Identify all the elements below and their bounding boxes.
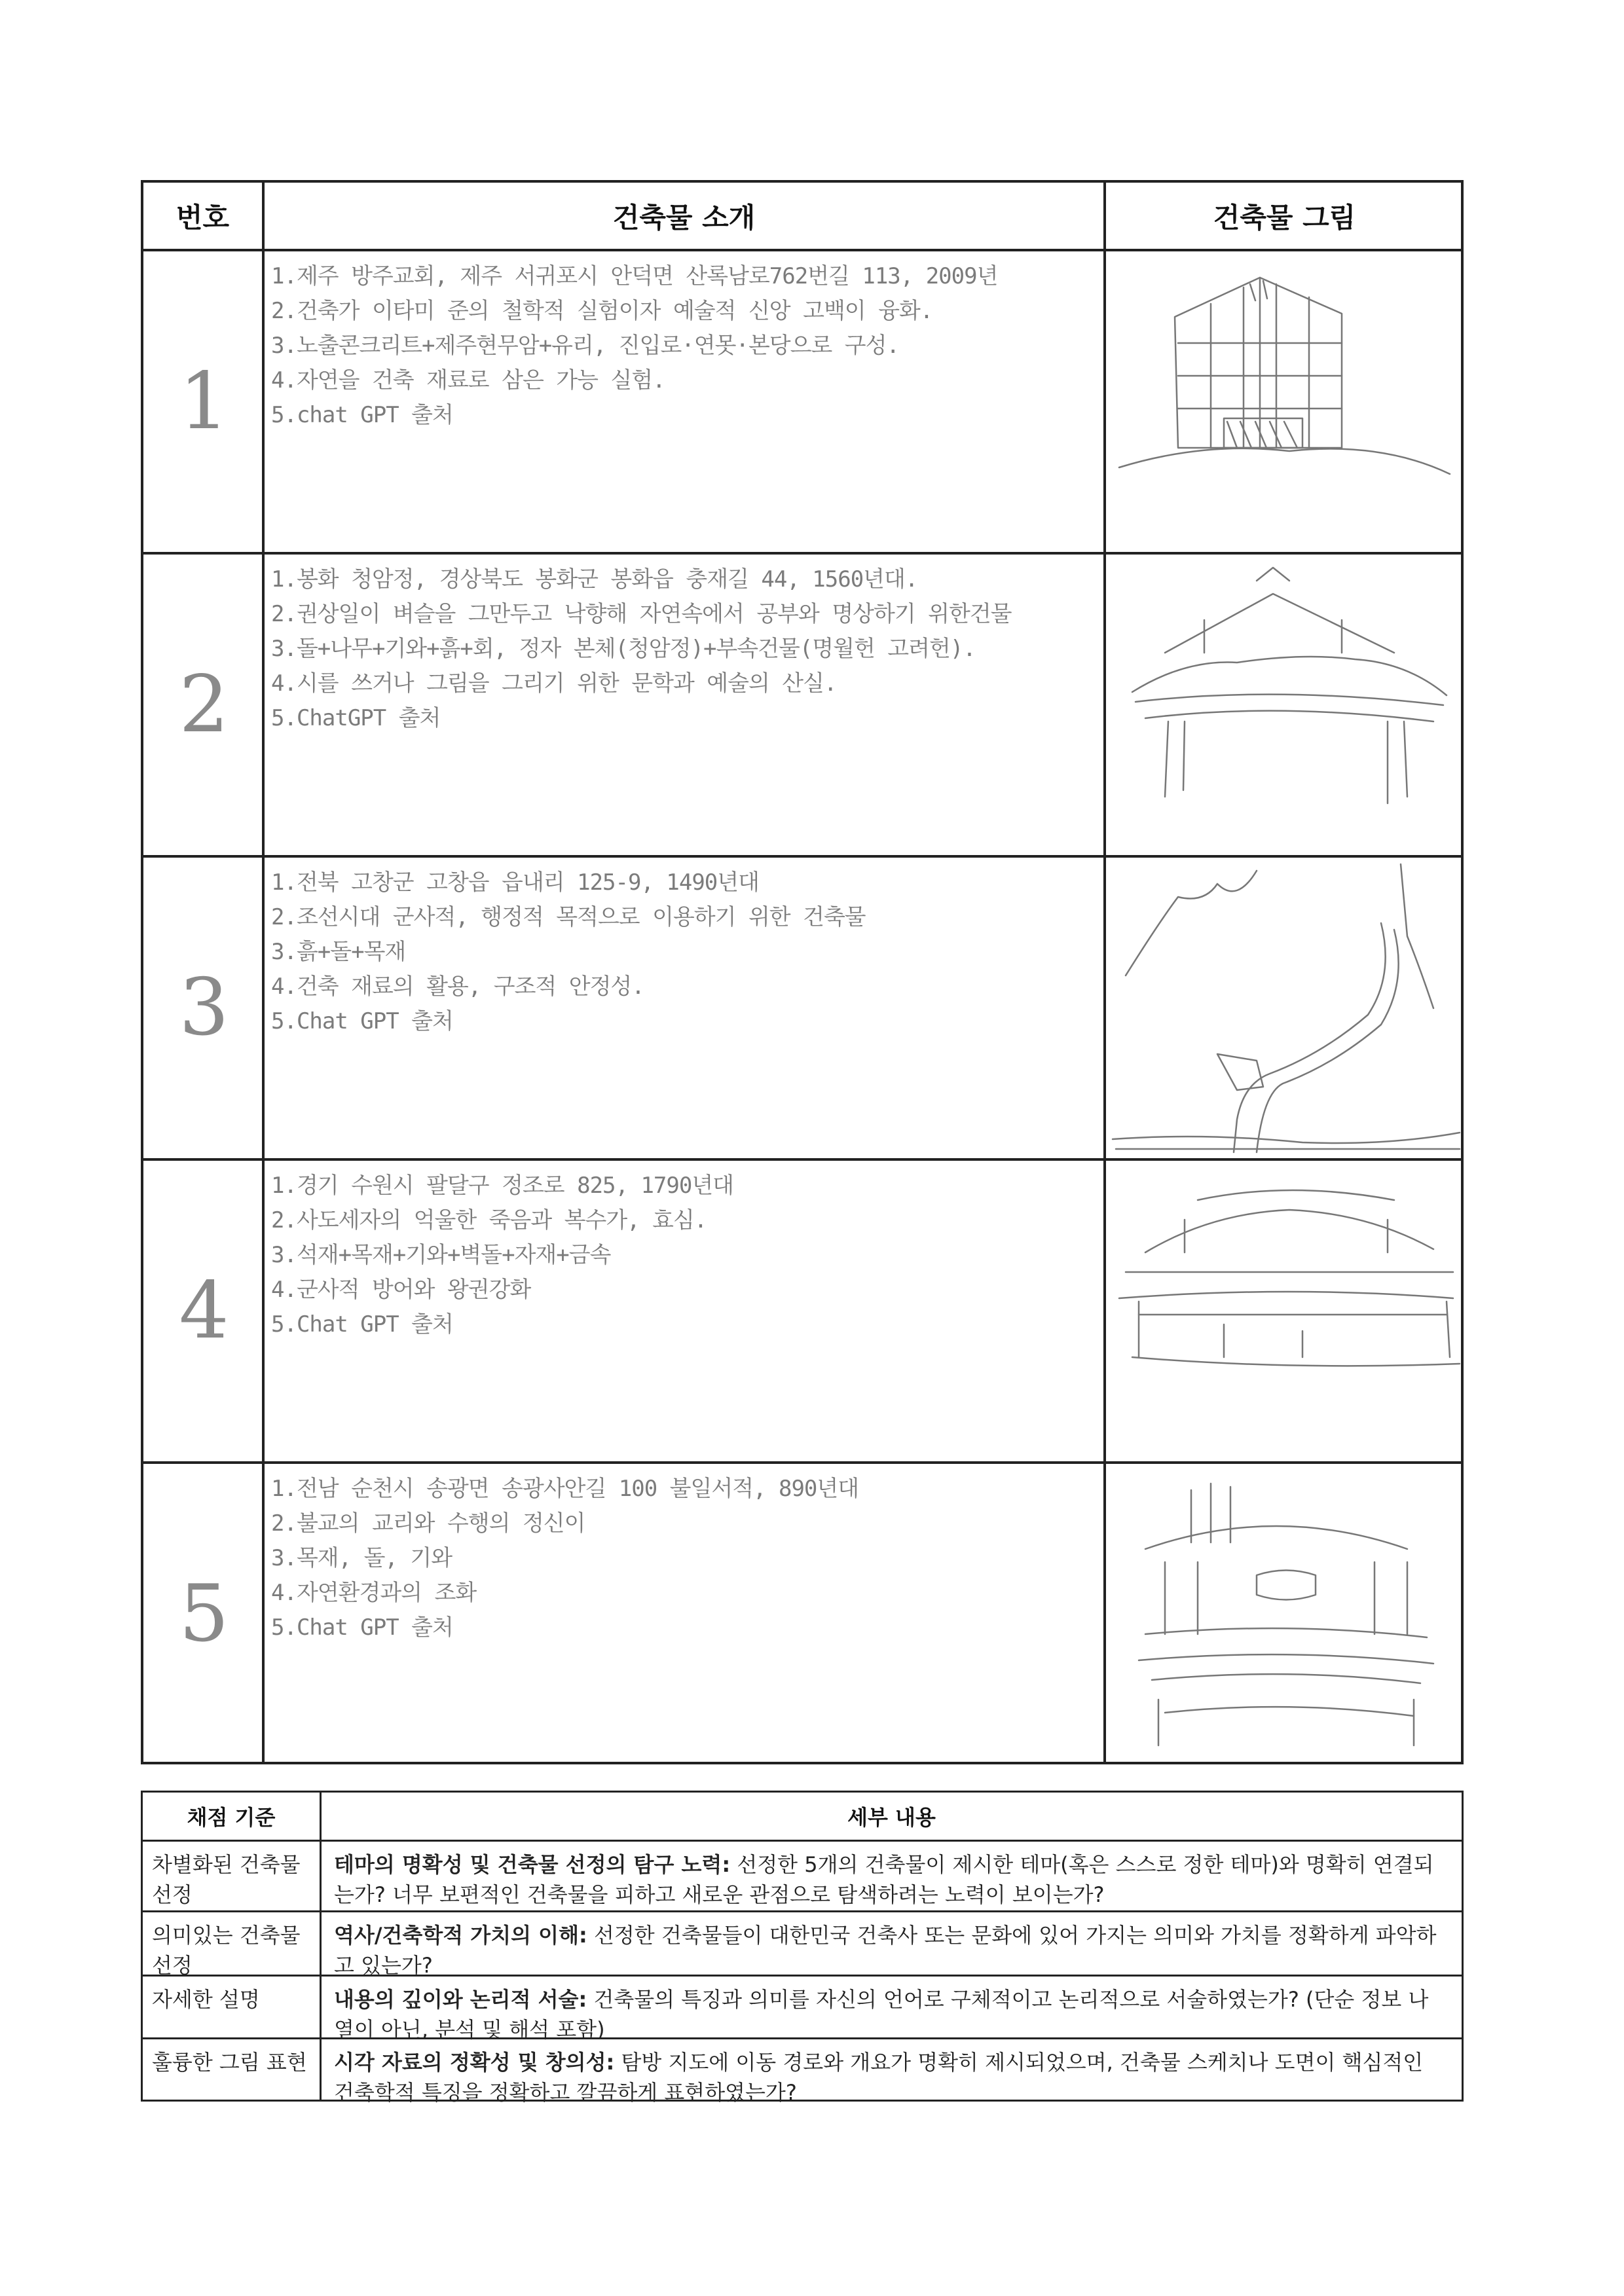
criteria-title: 내용의 깊이와 논리적 서술: bbox=[334, 1987, 587, 2012]
intro-line: 2.권상일이 벼슬을 그만두고 낙향해 자연속에서 공부와 명상하기 위한건물 bbox=[271, 601, 1012, 627]
criteria-title: 역사/건축학적 가치의 이해: bbox=[334, 1923, 587, 1948]
architecture-table bbox=[141, 180, 1464, 1764]
rubric-row bbox=[143, 1912, 1462, 1977]
intro-line: 4.자연을 건축 재료로 삼은 가능 실험. bbox=[271, 367, 665, 393]
criteria-label: 자세한 설명 bbox=[152, 1987, 260, 2012]
intro-line: 1.전남 순천시 송광면 송광사안길 100 불일서적, 890년대 bbox=[271, 1476, 859, 1502]
criteria-label: 의미있는 건축물 선정 bbox=[152, 1923, 301, 1978]
header-number: 번호 bbox=[175, 201, 230, 234]
intro-line: 1.제주 방주교회, 제주 서귀포시 안덕면 산록남로762번길 113, 2009년 bbox=[271, 263, 998, 289]
gate-sketch bbox=[1106, 1161, 1463, 1461]
intro-line: 3.목재, 돌, 기와 bbox=[271, 1545, 452, 1571]
rubric-row bbox=[143, 2039, 1462, 2105]
table-row bbox=[143, 1161, 1461, 1464]
row-number: 3 bbox=[179, 962, 229, 1053]
header-intro: 건축물 소개 bbox=[612, 201, 756, 234]
table-header bbox=[143, 183, 1461, 251]
table-row bbox=[143, 251, 1461, 555]
pavilion-sketch bbox=[1106, 555, 1463, 855]
temple-sketch bbox=[1106, 1464, 1463, 1764]
intro-line: 4.자연환경과의 조화 bbox=[271, 1580, 477, 1606]
pavilion-sketch-drawing bbox=[1106, 555, 1463, 855]
criteria-text: 선정한 건축물들이 대한민국 건축사 또는 문화에 있어 가지는 의미와 가치를 정확하게 파악하고 있는가? bbox=[334, 1923, 1437, 1978]
row-number: 4 bbox=[179, 1266, 229, 1357]
intro-line: 4.건축 재료의 활용, 구조적 안정성. bbox=[271, 974, 644, 1000]
intro-line: 2.건축가 이타미 준의 철학적 실험이자 예술적 신앙 고백이 융화. bbox=[271, 298, 933, 324]
criteria-description bbox=[334, 1984, 1447, 2045]
intro-line: 5.Chat GPT 출처 bbox=[271, 1008, 453, 1034]
intro-line: 2.불교의 교리와 수행의 정신이 bbox=[271, 1510, 585, 1537]
intro-line: 1.전북 고창군 고창읍 읍내리 125-9, 1490년대 bbox=[271, 869, 759, 896]
criteria-text: 건축물의 특징과 의미를 자신의 언어로 구체적이고 논리적으로 서술하였는가? (단순 정보 나열이 아닌, 분석 및 해석 포함) bbox=[334, 1987, 1429, 2042]
criteria-label: 차별화된 건축물 선정 bbox=[152, 1852, 301, 1907]
row-number: 1 bbox=[179, 356, 229, 447]
intro-line: 4.시를 쓰거나 그림을 그리기 위한 문학과 예술의 산실. bbox=[271, 670, 837, 697]
intro-line: 1.경기 수원시 팔달구 정조로 825, 1790년대 bbox=[271, 1173, 734, 1199]
intro-line: 5.chat GPT 출처 bbox=[271, 402, 453, 428]
row-intro bbox=[271, 562, 1106, 736]
row-number: 2 bbox=[179, 659, 229, 750]
fortress-sketch-drawing bbox=[1106, 858, 1463, 1158]
row-intro bbox=[271, 866, 1106, 1039]
grading-rubric-table bbox=[141, 1791, 1464, 2105]
intro-line: 5.Chat GPT 출처 bbox=[271, 1614, 453, 1641]
criteria-description bbox=[334, 1920, 1447, 1980]
intro-line: 3.석재+목재+기와+벽돌+자재+금속 bbox=[271, 1242, 611, 1268]
row-number: 5 bbox=[179, 1569, 229, 1660]
table-row bbox=[143, 1464, 1461, 1764]
intro-line: 5.ChatGPT 출처 bbox=[271, 705, 441, 731]
temple-sketch-drawing bbox=[1106, 1464, 1463, 1764]
intro-line: 3.흙+돌+목재 bbox=[271, 939, 406, 965]
rubric-row bbox=[143, 1977, 1462, 2042]
header-drawing: 건축물 그림 bbox=[1213, 201, 1356, 234]
intro-line: 2.조선시대 군사적, 행정적 목적으로 이용하기 위한 건축물 bbox=[271, 904, 866, 930]
criteria-title: 테마의 명확성 및 건축물 선정의 탐구 노력: bbox=[334, 1852, 731, 1877]
header-criteria: 채점 기준 bbox=[187, 1805, 276, 1830]
fortress-sketch bbox=[1106, 858, 1463, 1158]
row-intro bbox=[271, 1169, 1106, 1342]
criteria-text: 선정한 5개의 건축물이 제시한 테마(혹은 스스로 정한 테마)와 명확히 연결되는가? 너무 보편적인 건축물을 피하고 새로운 관점으로 탐색하려는 노력이 보이는가? bbox=[334, 1852, 1434, 1907]
church-sketch-drawing bbox=[1106, 251, 1463, 552]
intro-line: 1.봉화 청암정, 경상북도 봉화군 봉화읍 충재길 44, 1560년대. bbox=[271, 566, 918, 592]
header-details: 세부 내용 bbox=[847, 1805, 936, 1830]
intro-line: 3.노출콘크리트+제주현무암+유리, 진입로·연못·본당으로 구성. bbox=[271, 333, 899, 359]
row-intro bbox=[271, 1472, 1106, 1645]
row-intro bbox=[271, 259, 1106, 433]
rubric-header bbox=[143, 1793, 1462, 1842]
criteria-description bbox=[334, 2047, 1447, 2107]
rubric-row bbox=[143, 1842, 1462, 1912]
criteria-title: 시각 자료의 정확성 및 창의성: bbox=[334, 2050, 615, 2075]
intro-line: 5.Chat GPT 출처 bbox=[271, 1311, 453, 1338]
intro-line: 4.군사적 방어와 왕권강화 bbox=[271, 1277, 531, 1303]
gate-sketch-drawing bbox=[1106, 1161, 1463, 1461]
criteria-description bbox=[334, 1850, 1447, 1910]
intro-line: 3.돌+나무+기와+흙+회, 정자 본체(청암정)+부속건물(명월헌 고려헌). bbox=[271, 636, 976, 662]
criteria-label: 훌륭한 그림 표현 bbox=[152, 2050, 307, 2075]
table-row bbox=[143, 858, 1461, 1161]
intro-line: 2.사도세자의 억울한 죽음과 복수가, 효심. bbox=[271, 1207, 707, 1233]
criteria-text: 탐방 지도에 이동 경로와 개요가 명확히 제시되었으며, 건축물 스케치나 도면이 핵심적인 건축학적 특징을 정확하고 깔끔하게 표현하였는가? bbox=[334, 2050, 1424, 2105]
table-row bbox=[143, 555, 1461, 858]
church-sketch bbox=[1106, 251, 1463, 552]
